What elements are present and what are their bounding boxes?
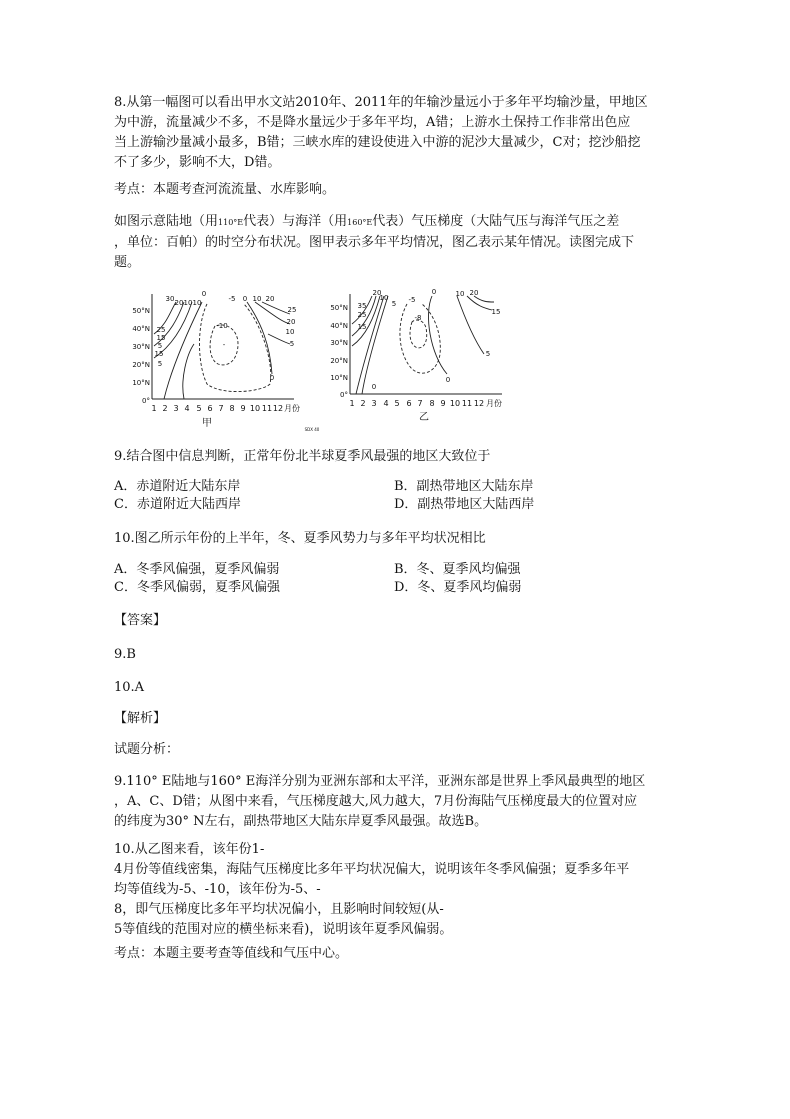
jia-isoline-5-left bbox=[183, 344, 194, 399]
jia-x-tick: 4 bbox=[184, 404, 190, 413]
jia-x-tick: 8 bbox=[229, 404, 235, 413]
jia-contour-label: 20 bbox=[174, 299, 184, 307]
chart-yi bbox=[330, 288, 502, 423]
jia-caption: 甲 bbox=[202, 418, 212, 429]
yi-y-tick: 40°N bbox=[330, 322, 348, 330]
jia-contour-label: 30 bbox=[165, 295, 175, 303]
yi-x-tick: 10 bbox=[449, 399, 461, 408]
yi-x-tick: 6 bbox=[406, 399, 412, 408]
question-10-stem: 10.图乙所示年份的上半年，冬、夏季风势力与多年平均状况相比 bbox=[114, 531, 486, 546]
question-9-option-b: B．副热带地区大陆东岸 bbox=[394, 479, 534, 494]
text-line: 8，即气压梯度比多年平均状况偏小，且影响时间较短(从- bbox=[114, 902, 444, 917]
jia-contour-label: 5 bbox=[289, 340, 295, 348]
yi-contour-label: 15 bbox=[491, 308, 501, 316]
question-10-option-b: B．冬、夏季风均偏强 bbox=[394, 562, 521, 577]
jia-y-tick: 0° bbox=[142, 397, 150, 405]
jia-x-tick: 2 bbox=[162, 404, 168, 413]
text-line: 4月份等值线密集，海陆气压梯度比多年平均状况偏大，说明该年冬季风偏强；夏季多年平 bbox=[114, 862, 630, 877]
question-10-option-c: C．冬季风偏弱，夏季风偏强 bbox=[114, 580, 280, 595]
yi-isoline-5-right bbox=[457, 296, 484, 354]
intro-paragraph bbox=[114, 212, 684, 273]
jia-contour-label: 10 bbox=[252, 295, 262, 303]
question-9-option-c: C．赤道附近大陆西岸 bbox=[114, 497, 241, 512]
yi-x-tick: 9 bbox=[440, 399, 446, 408]
yi-y-tick: 10°N bbox=[330, 374, 348, 382]
jia-x-tick: 7 bbox=[218, 404, 224, 413]
yi-contour-label: 25 bbox=[357, 311, 367, 319]
jia-y-tick: 30°N bbox=[132, 343, 150, 351]
explanation-10 bbox=[114, 840, 684, 940]
jia-contour-label: 0 bbox=[201, 290, 207, 298]
jia-contour-label: 15 bbox=[154, 350, 164, 358]
yi-x-tick: 12 bbox=[473, 399, 485, 408]
answer-heading: 【答案】 bbox=[114, 613, 167, 628]
jia-contour-label: 25 bbox=[287, 306, 297, 314]
text-line: 的纬度为30° N左右，副热带地区大陆东岸夏季风最强。故选B。 bbox=[114, 814, 488, 829]
question-9-option-a: A．赤道附近大陆东岸 bbox=[114, 479, 241, 494]
yi-x-tick: 8 bbox=[429, 399, 435, 408]
jia-y-tick: 20°N bbox=[132, 361, 150, 369]
yi-contour-label: 0 bbox=[431, 288, 437, 296]
jia-contour-label: 0 bbox=[269, 374, 275, 382]
jia-x-tick: 12 bbox=[272, 404, 284, 413]
yi-contour-label: 5 bbox=[485, 350, 491, 358]
question-10-option-a: A．冬季风偏强，夏季风偏弱 bbox=[114, 562, 280, 577]
text-line: 5等值线的范围对应的横坐标来看)，说明该年夏季风偏弱。 bbox=[114, 922, 453, 937]
jia-contour-label: 10 bbox=[192, 299, 202, 307]
yi-contour-label: -5 bbox=[408, 296, 416, 304]
jia-contour-label: -5 bbox=[228, 295, 236, 303]
yi-contour-label: 5 bbox=[391, 300, 397, 308]
question-9-option-d: D．副热带地区大陆西岸 bbox=[394, 497, 535, 512]
yi-contour-label: 15 bbox=[357, 323, 367, 331]
text-line: 不了多少，影响不大，D错。 bbox=[114, 155, 281, 170]
intro-line-1: 如图示意陆地（用110°E代表）与海洋（用160°E代表）气压梯度（大陆气压与海洋气压之差 bbox=[114, 214, 620, 229]
jia-x-tick: 1 bbox=[151, 404, 157, 413]
yi-x-tick: 7 bbox=[417, 399, 423, 408]
jia-y-tick: 40°N bbox=[132, 325, 150, 333]
text-line: 9.110° E陆地与160° E海洋分别为亚洲东部和太平洋，亚洲东部是世界上季风最典型的地区 bbox=[114, 774, 646, 789]
analysis-label: 试题分析： bbox=[114, 742, 180, 757]
yi-x-tick: 3 bbox=[371, 399, 377, 408]
yi-x-tick: 4 bbox=[383, 399, 389, 408]
jia-isoline-20-right bbox=[262, 302, 290, 314]
jia-contour-label: 5 bbox=[157, 342, 163, 350]
intro-line-3: 题。 bbox=[114, 255, 141, 270]
yi-y-tick: 20°N bbox=[330, 357, 348, 365]
analysis-heading: 【解析】 bbox=[114, 711, 167, 726]
text-line: 8.从第一幅图可以看出甲水文站2010年、2011年的年输沙量远小于多年平均输沙量，甲地区 bbox=[114, 95, 648, 110]
yi-contour-label: 35 bbox=[357, 302, 367, 310]
jia-x-tick: 10 bbox=[249, 404, 261, 413]
jia-x-tick: 5 bbox=[196, 404, 202, 413]
yi-isoline-15-right bbox=[467, 296, 492, 310]
jia-isoline-10-right bbox=[255, 302, 290, 324]
text-line: 为中游，流量减少不多，不是降水量远少于多年平均，A错；上游水土保持工作非常出色应 bbox=[114, 115, 631, 130]
yi-y-tick: 50°N bbox=[330, 304, 348, 312]
answer-9: 9.B bbox=[114, 647, 136, 662]
pressure-gradient-figure bbox=[112, 284, 512, 434]
jia-x-tick: 11 bbox=[261, 404, 273, 413]
yi-x-tick: 5 bbox=[394, 399, 400, 408]
text-line: 均等值线为-5、-10，该年份为-5、- bbox=[114, 882, 321, 897]
yi-contour-label: -8 bbox=[414, 314, 422, 322]
jia-contour-label: 5 bbox=[157, 360, 163, 368]
text-line: 10.从乙图来看，该年份1- bbox=[114, 842, 265, 857]
yi-contour-label: 20 bbox=[372, 289, 382, 297]
jia-contour-label: 20 bbox=[286, 318, 296, 326]
yi-x-tick: 1 bbox=[349, 399, 355, 408]
chart-jia bbox=[132, 290, 300, 429]
jia-x-tick: 9 bbox=[240, 404, 246, 413]
yi-x-unit: 月份 bbox=[486, 399, 502, 408]
text-line: ，A、C、D错；从图中来看，气压梯度越大,风力越大，7月份海陆气压梯度最大的位置对应 bbox=[114, 794, 638, 809]
jia-contour-label: - bbox=[222, 341, 226, 349]
kaodian-1: 考点：本题考查河流流量、水库影响。 bbox=[114, 182, 336, 197]
yi-contour-label: 10 bbox=[379, 294, 389, 302]
yi-y-tick: 30°N bbox=[330, 339, 348, 347]
question-10-option-d: D．冬、夏季风均偏弱 bbox=[394, 580, 522, 595]
yi-contour-label: 0 bbox=[371, 383, 377, 391]
jia-y-tick: 50°N bbox=[132, 307, 150, 315]
intro-line-2: ，单位：百帕）的时空分布状况。图甲表示多年平均情况，图乙表示某年情况。读图完成下 bbox=[114, 235, 635, 250]
jia-contour-label: -10 bbox=[216, 322, 228, 330]
yi-x-tick: 2 bbox=[360, 399, 366, 408]
yi-isoline-35 bbox=[352, 296, 372, 324]
jia-x-tick: 6 bbox=[207, 404, 213, 413]
yi-y-tick: 0° bbox=[340, 391, 348, 399]
jia-x-tick: 3 bbox=[173, 404, 179, 413]
jia-y-tick: 10°N bbox=[132, 379, 150, 387]
yi-isoline-neg8 bbox=[410, 320, 427, 348]
jia-x-unit: 月份 bbox=[284, 404, 300, 413]
jia-contour-label: 10 bbox=[285, 328, 295, 336]
yi-caption: 乙 bbox=[419, 412, 429, 423]
longitude-110: 110°E bbox=[218, 218, 244, 227]
longitude-160: 160°E bbox=[347, 218, 373, 227]
jia-contour-label: 15 bbox=[156, 334, 166, 342]
kaodian-2: 考点：本题主要考查等值线和气压中心。 bbox=[114, 946, 349, 961]
jia-contour-label: 10 bbox=[183, 299, 193, 307]
text-line: 当上游输沙量减小最多，B错；三峡水库的建设使进入中游的泥沙大量减少，C对；挖沙船挖 bbox=[114, 135, 641, 150]
yi-contour-label: 20 bbox=[469, 289, 479, 297]
jia-contour-label: 0 bbox=[242, 295, 248, 303]
figure-footnote: SDX 40 bbox=[304, 427, 320, 432]
jia-contour-label: 25 bbox=[156, 326, 166, 334]
answer-10: 10.A bbox=[114, 680, 145, 695]
explanation-9 bbox=[114, 772, 684, 832]
yi-contour-label: 10 bbox=[455, 290, 465, 298]
jia-contour-label: 20 bbox=[265, 295, 275, 303]
question-9-stem: 9.结合图中信息判断，正常年份北半球夏季风最强的地区大致位于 bbox=[114, 449, 491, 464]
question-8-explanation bbox=[114, 93, 684, 173]
yi-x-tick: 11 bbox=[461, 399, 473, 408]
yi-contour-label: 0 bbox=[445, 376, 451, 384]
